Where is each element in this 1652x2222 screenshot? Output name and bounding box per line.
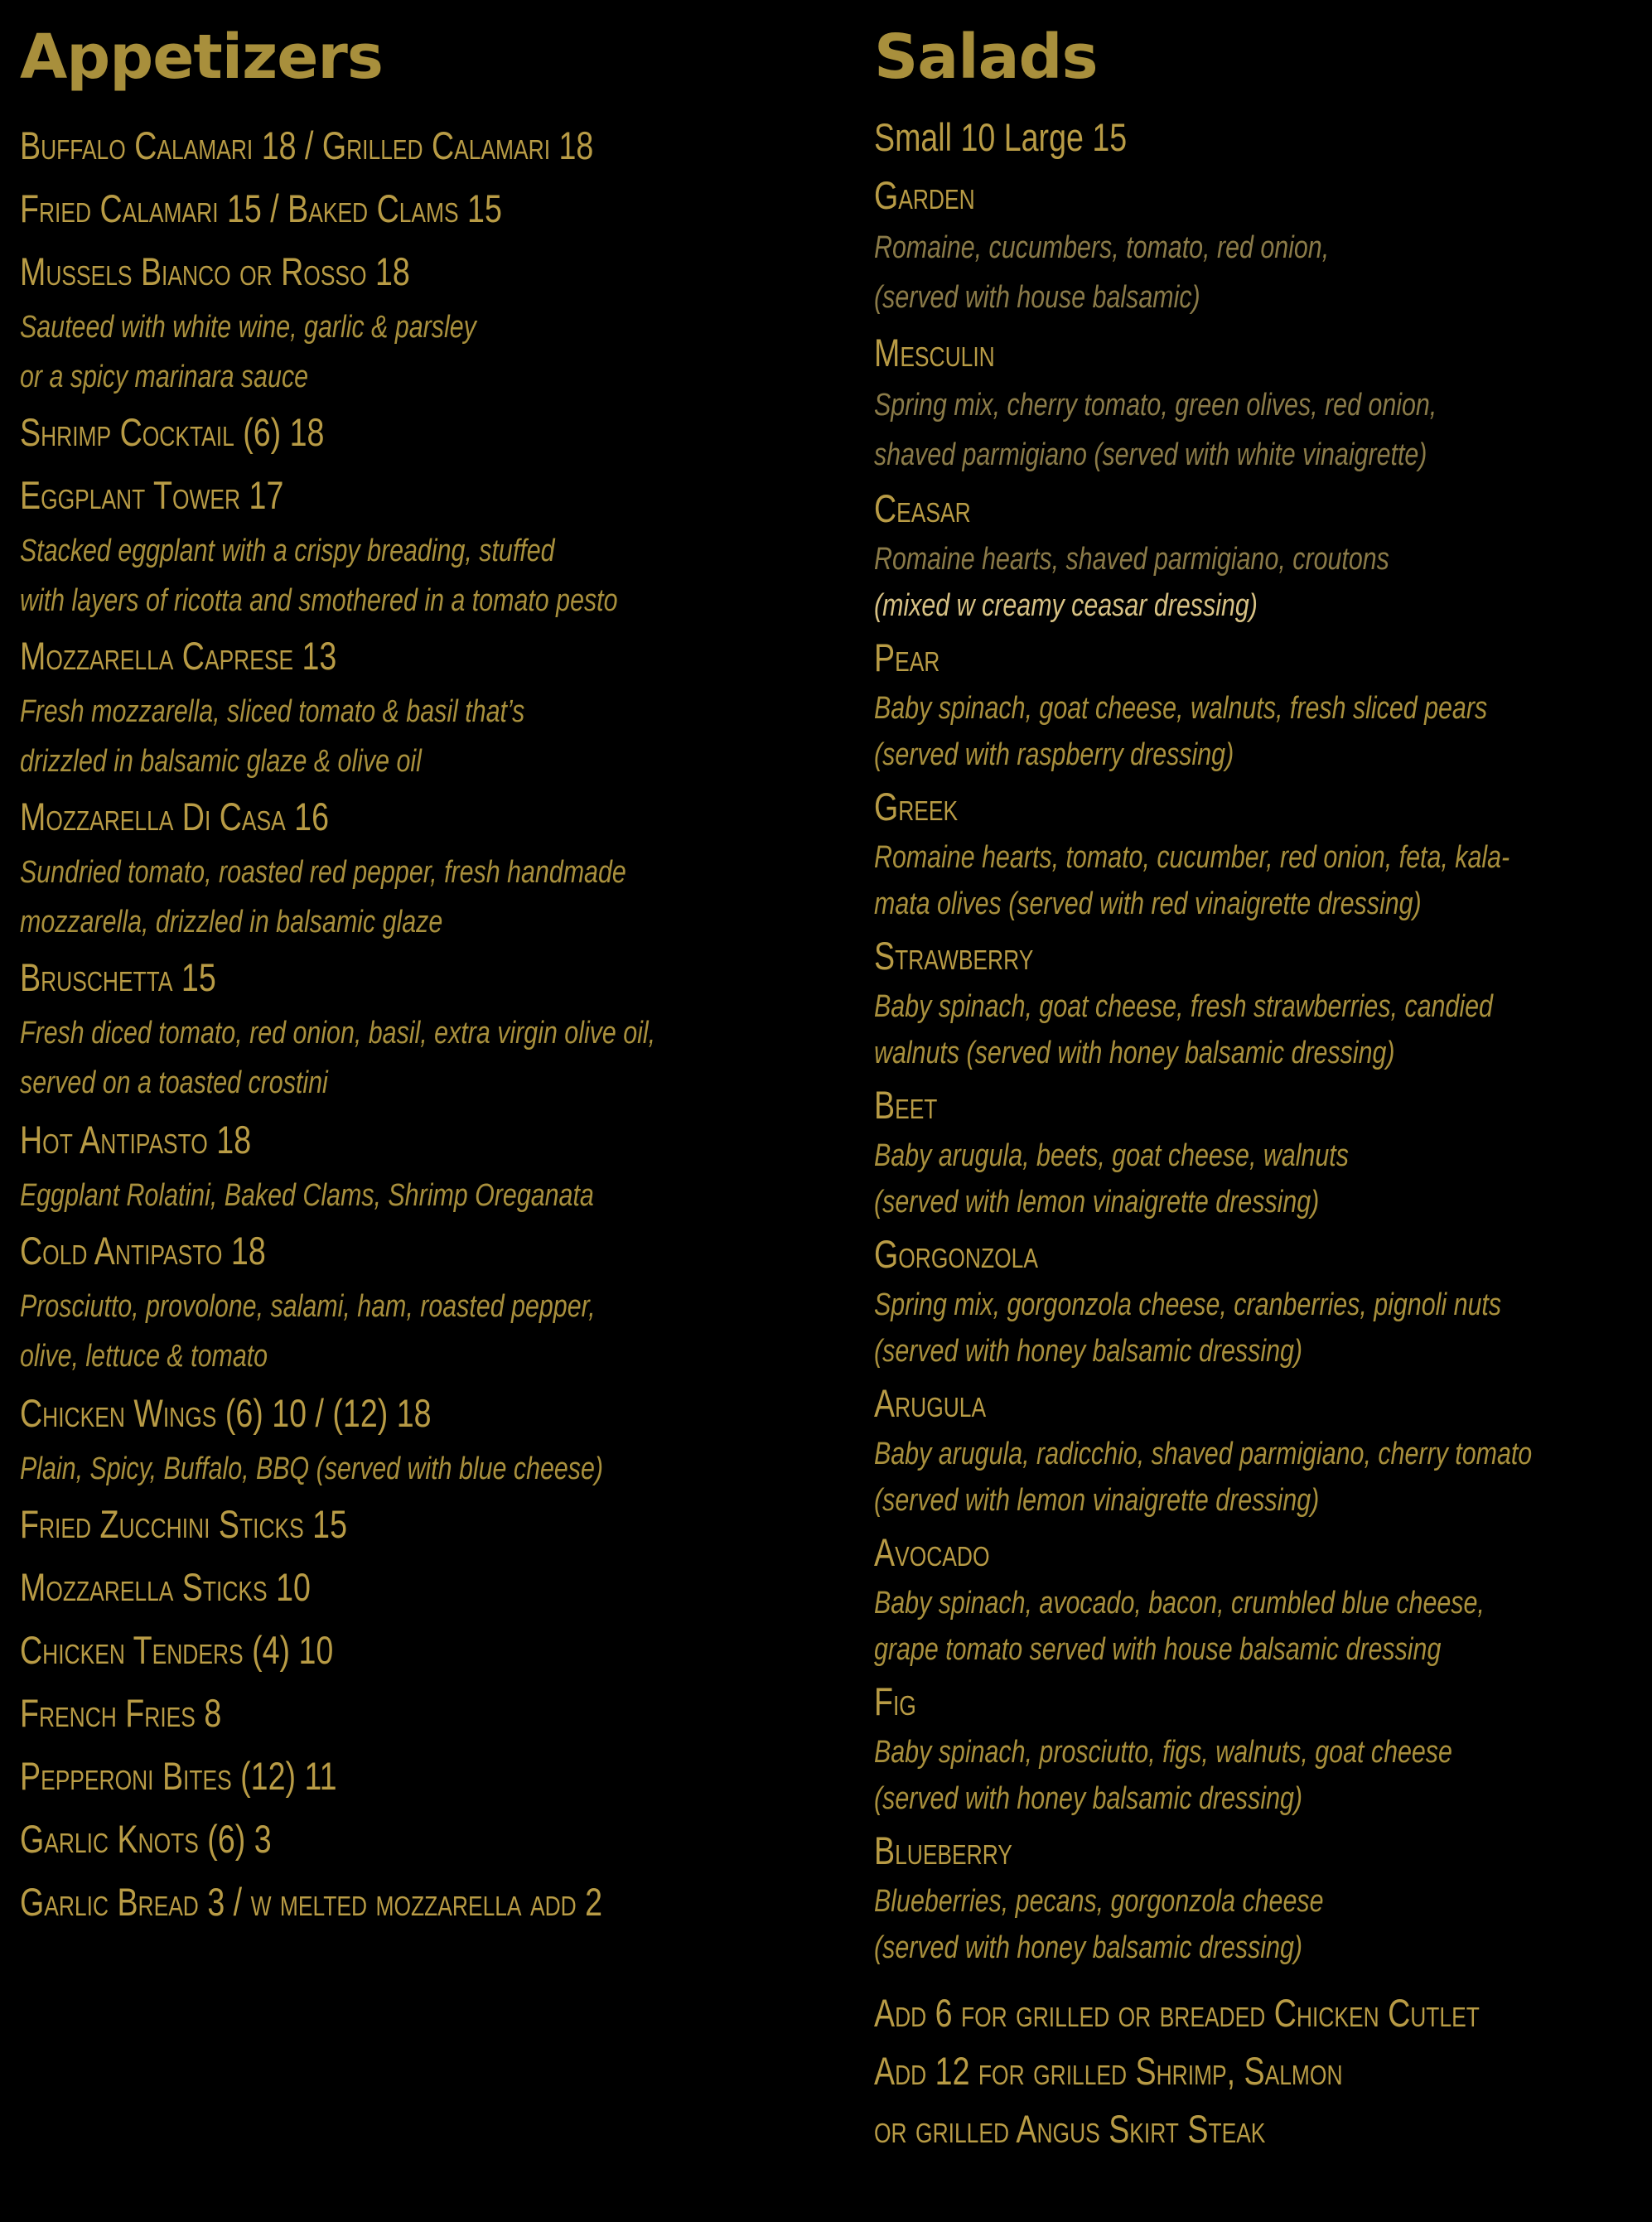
salad-description: Baby spinach, prosciutto, figs, walnuts, goat cheese [874,1735,1452,1770]
salad-description: (mixed w creamy ceasar dressing) [874,588,1258,623]
salad-name: Blueberry [874,1828,1012,1872]
salad-description: Baby arugula, radicchio, shaved parmigiano, cherry tomato [874,1437,1533,1471]
salad-name: Ceasar [874,486,971,530]
appetizer-description: Plain, Spicy, Buffalo, BBQ (served with blue cheese) [20,1452,604,1486]
salad-description: (served with honey balsamic dressing) [874,1781,1303,1816]
salad-description: (served with lemon vinaigrette dressing) [874,1185,1320,1220]
salad-addon: or grilled Angus Skirt Steak [874,2107,1266,2151]
salad-addon: Add 6 for grilled or breaded Chicken Cutlet [874,1991,1480,2035]
appetizer-description: Stacked eggplant with a crispy breading, stuffed [20,534,555,568]
appetizer-description: Fresh diced tomato, red onion, basil, extra virgin olive oil, [20,1016,656,1051]
salad-size-prices: Small 10 Large 15 [874,115,1128,159]
appetizer-item: Fried Zucchini Sticks 15 [20,1502,347,1546]
salad-addon: Add 12 for grilled Shrimp, Salmon [874,2049,1343,2093]
appetizer-item: Chicken Wings (6) 10 / (12) 18 [20,1391,432,1435]
salad-description: mata olives (served with red vinaigrette dressing) [874,886,1422,921]
salad-name: Avocado [874,1530,990,1574]
appetizer-item: Shrimp Cocktail (6) 18 [20,410,325,454]
salad-name: Beet [874,1083,938,1127]
appetizer-description: drizzled in balsamic glaze & olive oil [20,744,422,779]
appetizer-item: Buffalo Calamari 18 / Grilled Calamari 18 [20,123,594,167]
salad-description: Baby spinach, goat cheese, walnuts, fresh sliced pears [874,691,1488,726]
appetizer-item: Fried Calamari 15 / Baked Clams 15 [20,186,502,230]
appetizer-item: Mozzarella Di Casa 16 [20,795,329,838]
appetizer-item: Mussels Bianco or Rosso 18 [20,249,410,293]
salad-description: Romaine hearts, shaved parmigiano, croutons [874,542,1389,577]
salad-description: (served with raspberry dressing) [874,737,1234,772]
appetizer-description: or a spicy marinara sauce [20,360,309,394]
salad-name: Pear [874,635,940,679]
salads-heading: Salads [874,22,1098,93]
salad-name: Garden [874,173,975,217]
salad-description: Romaine, cucumbers, tomato, red onion, [874,230,1330,265]
salad-description: Baby spinach, goat cheese, fresh strawberries, candied [874,989,1493,1024]
salad-description: (served with house balsamic) [874,280,1200,315]
appetizer-item: Bruschetta 15 [20,955,216,999]
appetizer-description: served on a toasted crostini [20,1065,328,1100]
appetizer-item: French Fries 8 [20,1691,222,1735]
appetizer-description: with layers of ricotta and smothered in a tomato pesto [20,583,618,618]
salad-description: grape tomato served with house balsamic dressing [874,1632,1442,1667]
salad-name: Strawberry [874,934,1034,978]
salad-description: (served with honey balsamic dressing) [874,1930,1303,1965]
appetizer-description: Fresh mozzarella, sliced tomato & basil that’s [20,694,525,729]
appetizer-item: Pepperoni Bites (12) 11 [20,1754,337,1798]
appetizer-description: Sundried tomato, roasted red pepper, fresh handmade [20,855,626,890]
appetizer-description: Sauteed with white wine, garlic & parsley [20,310,476,345]
salad-description: walnuts (served with honey balsamic dressing) [874,1036,1395,1070]
salad-description: (served with honey balsamic dressing) [874,1334,1303,1369]
appetizer-item: Garlic Bread 3 / w melted mozzarella add 2 [20,1880,603,1924]
appetizer-description: Prosciutto, provolone, salami, ham, roasted pepper, [20,1289,596,1324]
appetizer-item: Eggplant Tower 17 [20,473,284,517]
salad-description: Spring mix, cherry tomato, green olives, red onion, [874,388,1437,423]
appetizer-item: Chicken Tenders (4) 10 [20,1628,334,1672]
salad-name: Mesculin [874,331,995,374]
salad-name: Fig [874,1679,916,1723]
salad-description: Baby arugula, beets, goat cheese, walnuts [874,1138,1349,1173]
appetizers-heading: Appetizers [20,22,383,93]
salad-description: Blueberries, pecans, gorgonzola cheese [874,1884,1324,1919]
salad-description: (served with lemon vinaigrette dressing) [874,1483,1320,1518]
appetizer-description: Eggplant Rolatini, Baked Clams, Shrimp Oreganata [20,1178,594,1213]
salad-name: Arugula [874,1381,987,1425]
appetizer-item: Mozzarella Sticks 10 [20,1565,311,1609]
appetizer-item: Cold Antipasto 18 [20,1229,266,1273]
salad-name: Greek [874,785,959,828]
appetizer-description: mozzarella, drizzled in balsamic glaze [20,905,443,940]
salad-name: Gorgonzola [874,1232,1038,1276]
salad-description: Spring mix, gorgonzola cheese, cranberries, pignoli nuts [874,1287,1502,1322]
appetizer-description: olive, lettuce & tomato [20,1339,268,1374]
salad-description: Baby spinach, avocado, bacon, crumbled blue cheese, [874,1586,1485,1621]
salad-description: Romaine hearts, tomato, cucumber, red onion, feta, kala- [874,840,1510,875]
appetizer-item: Garlic Knots (6) 3 [20,1817,272,1861]
appetizer-item: Hot Antipasto 18 [20,1118,252,1162]
appetizer-item: Mozzarella Caprese 13 [20,634,337,678]
salad-description: shaved parmigiano (served with white vinaigrette) [874,437,1427,472]
